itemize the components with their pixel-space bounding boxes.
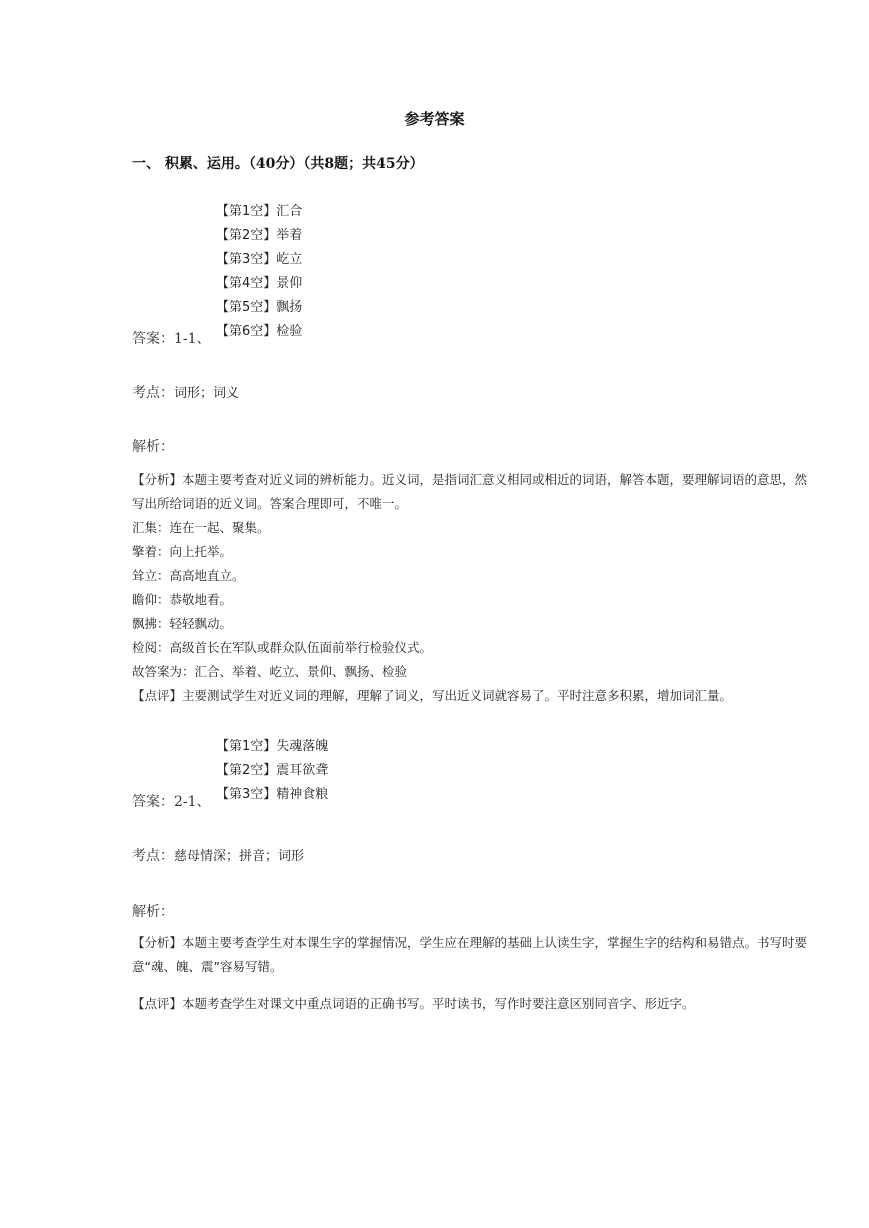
answer-item: 【第3空】屹立 bbox=[216, 252, 303, 267]
analysis-line: 【分析】本题主要考查学生对本课生字的掌握情况，学生应在理解的基础上认读生字，掌握生字的结构和易错点。书写时要 bbox=[132, 935, 808, 950]
analysis-line: 汇集：连在一起、聚集。 bbox=[132, 520, 270, 535]
jiexi-label-2: 解析： bbox=[132, 904, 174, 920]
answer-label-2: 答案：2-1、 bbox=[132, 794, 211, 810]
kaodian-1 bbox=[132, 382, 239, 402]
jiexi-label-1: 解析： bbox=[132, 439, 174, 455]
analysis-1 bbox=[132, 468, 869, 708]
kaodian-value: 慈母情深；拼音；词形 bbox=[174, 849, 305, 864]
analysis-line: 飘拂：轻轻飘动。 bbox=[132, 616, 233, 631]
comment-2 bbox=[132, 992, 869, 1016]
answer-list-1 bbox=[216, 200, 302, 344]
answer-item: 【第6空】检验 bbox=[216, 324, 303, 339]
analysis-line: 写出所给词语的近义词。答案合理即可，不唯一。 bbox=[132, 496, 408, 511]
analysis-2 bbox=[132, 931, 869, 979]
analysis-line: 耸立：高高地直立。 bbox=[132, 568, 245, 583]
analysis-line: 意“魂、魄、震”容易写错。 bbox=[132, 959, 283, 974]
answer-item: 【第5空】飘扬 bbox=[216, 300, 303, 315]
section-heading: 一、 积累、运用。（40分）（共8题；共45分） bbox=[132, 156, 424, 172]
kaodian-2 bbox=[132, 845, 304, 865]
comment-line: 【点评】本题考查学生对课文中重点词语的正确书写。平时读书，写作时要注意区别同音字、形近字。 bbox=[132, 996, 695, 1011]
answer-label-1: 答案：1-1、 bbox=[132, 331, 211, 347]
answer-list-2 bbox=[216, 735, 328, 807]
analysis-line: 擎着：向上托举。 bbox=[132, 544, 233, 559]
answer-item: 【第2空】震耳欲聋 bbox=[216, 763, 329, 778]
page-title: 参考答案 bbox=[404, 110, 465, 128]
answer-item: 【第1空】失魂落魄 bbox=[216, 739, 329, 754]
analysis-line: 瞻仰：恭敬地看。 bbox=[132, 592, 233, 607]
analysis-line: 【点评】主要测试学生对近义词的理解，理解了词义，写出近义词就容易了。平时注意多积累，增加词汇量。 bbox=[132, 688, 733, 703]
answer-item: 【第2空】举着 bbox=[216, 228, 303, 243]
answer-item: 【第1空】汇合 bbox=[216, 204, 303, 219]
kaodian-label: 考点： bbox=[132, 848, 174, 864]
analysis-line: 检阅：高级首长在军队或群众队伍面前举行检验仪式。 bbox=[132, 640, 433, 655]
answer-item: 【第4空】景仰 bbox=[216, 276, 303, 291]
answer-item: 【第3空】精神食粮 bbox=[216, 787, 329, 802]
kaodian-label: 考点： bbox=[132, 385, 174, 401]
kaodian-value: 词形；词义 bbox=[174, 386, 240, 401]
analysis-line: 故答案为：汇合、举着、屹立、景仰、飘扬、检验 bbox=[132, 664, 408, 679]
analysis-line: 【分析】本题主要考查对近义词的辨析能力。近义词，是指词汇意义相同或相近的词语，解答本题，要理解词语的意思，然 bbox=[132, 472, 808, 487]
